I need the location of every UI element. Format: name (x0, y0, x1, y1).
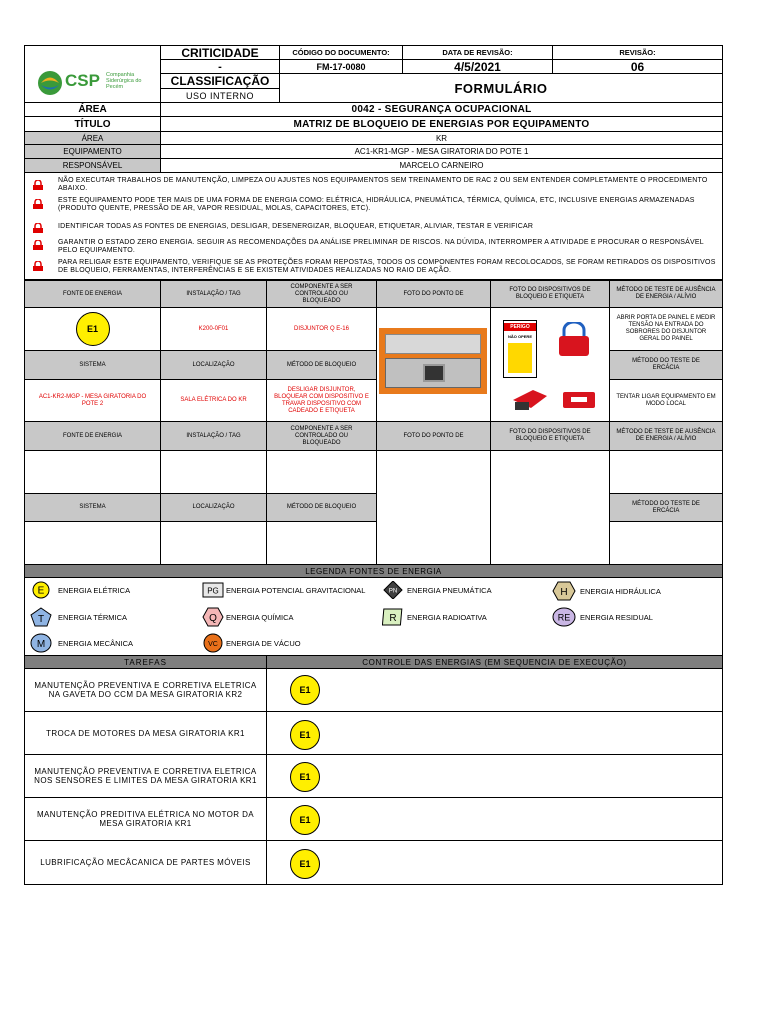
padlock-icon (32, 180, 44, 190)
tag-value: K200-0F01 (160, 307, 267, 351)
warning-text-5: PARA RELIGAR ESTE EQUIPAMENTO, VERIFIQUE SE AS PROTEÇÕES FORAM REPOSTAS, TODOS OS COMPONENTES FORAM RECOLOCADOS, SE FORAM RETIRADOS OS DISPOSITIVOS DE BLOQUEIO, FERRAMENTAS, INTERFERÊNCIAS E SE EXISTEM ATIVIDADES REALIZADAS NO RAIO DE AÇÃO. (58, 259, 716, 274)
legend-label: ENERGIA PNEUMÁTICA (407, 585, 492, 595)
empty-photo-cell (490, 450, 610, 565)
area2-label: ÁREA (24, 131, 161, 145)
hydraulic-energy-icon (552, 581, 576, 601)
control-row-4 (266, 797, 723, 841)
metodo-ausencia-value: ABRIR PORTA DE PAINEL E MEDIR TENSÃO NA ENTRADA DO SOBRORES DO DISJUNTOR GERAL DO PAINEL (609, 307, 723, 351)
logo-subtext: Companhia Siderúrgica do Pecém (106, 72, 142, 90)
criticidade-value: - (160, 59, 280, 74)
legend-label: ENERGIA QUÍMICA (226, 612, 294, 622)
area2-value: KR (160, 131, 723, 145)
task-row-3: MANUTENÇÃO PREVENTIVA E CORRETIVA ELETRICA NOS SENSORES E LIMITES DA MESA GIRATORIA KR1 (24, 754, 267, 798)
padlock-icon (32, 199, 44, 209)
titulo-label: TÍTULO (24, 116, 161, 132)
legend-termica (30, 607, 127, 627)
svg-text:T: T (37, 614, 45, 625)
empty-cell (24, 450, 161, 494)
revisao-label: REVISÃO: (552, 45, 723, 60)
col-metodo-teste: MÉTODO DO TESTE DE ERCÁCIA (609, 350, 723, 380)
empty-cell (160, 450, 267, 494)
codigo-label: CÓDIGO DO DOCUMENTO: (279, 45, 403, 60)
col-localizacao-2: LOCALIZAÇÃO (160, 493, 267, 522)
empty-photo-cell (376, 450, 491, 565)
chemical-energy-icon (202, 607, 224, 627)
svg-text:H: H (560, 587, 568, 598)
task-row-1: MANUTENÇÃO PREVENTIVA E CORRETIVA ELETRICA NA GAVETA DO CCM DA MESA GIRATORIA KR2 (24, 668, 267, 712)
control-row-3 (266, 754, 723, 798)
control-row-5 (266, 840, 723, 885)
gravitational-energy-icon (202, 581, 224, 599)
data-revisao-value: 4/5/2021 (402, 59, 553, 74)
pneumatic-energy-icon (382, 581, 404, 599)
empty-cell (266, 521, 377, 565)
col-localizacao: LOCALIZAÇÃO (160, 350, 267, 380)
legend-label: ENERGIA POTENCIAL GRAVITACIONAL (226, 585, 366, 595)
legend-residual (552, 607, 653, 627)
criticidade-label: CRITICIDADE (160, 45, 280, 60)
tarefas-header: TAREFAS (24, 655, 267, 669)
col-componente-2: COMPONENTE A SER CONTROLADO OU BLOQUEADO (266, 421, 377, 451)
col-metodo-teste-2: MÉTODO DO TESTE DE ERCÁCIA (609, 493, 723, 522)
col-foto-dispositivo-2: FOTO DO DISPOSITIVOS DE BLOQUEIO E ETIQUETA (490, 421, 610, 451)
sistema-value: AC1-KR2-MGP - MESA GIRATORIA DO POTE 2 (24, 379, 161, 422)
titulo-value: MATRIZ DE BLOQUEIO DE ENERGIAS POR EQUIPAMENTO (160, 116, 723, 132)
energy-e1-icon: E1 (76, 312, 110, 346)
legend-radioativa (382, 607, 487, 627)
responsavel-label: RESPONSÁVEL (24, 158, 161, 173)
col-componente: COMPONENTE A SER CONTROLADO OU BLOQUEADO (266, 280, 377, 308)
task-row-2: TROCA DE MOTORES DA MESA GIRATORIA KR1 (24, 711, 267, 755)
panel-photo (379, 328, 487, 394)
col-sistema: SISTEMA (24, 350, 161, 380)
col-instalacao-tag: INSTALAÇÃO / TAG (160, 280, 267, 308)
controle-header: CONTROLE DAS ENERGIAS (EM SEQUENCIA DE EXECUÇÃO) (266, 655, 723, 669)
col-sistema-2: SISTEMA (24, 493, 161, 522)
empty-cell (609, 521, 723, 565)
col-foto-ponto: FOTO DO PONTO DE (376, 280, 491, 308)
padlock-photo-icon (551, 322, 597, 358)
legend-vacuo (202, 633, 301, 653)
energy-e1-icon: E1 (290, 805, 320, 835)
col-fonte-energia: FONTE DE ENERGIA (24, 280, 161, 308)
energy-e1-icon: E1 (290, 762, 320, 792)
col-metodo-teste-ausencia-2: MÉTODO DE TESTE DE AUSÊNCIA DE ENERGIA / ALÍVIO (609, 421, 723, 451)
warning-text-3: IDENTIFICAR TODAS AS FONTES DE ENERGIAS, DESLIGAR, DESENERGIZAR, BLOQUEAR, ETIQUETAR, ALIVIAR, TESTAR E VERIFICAR (58, 223, 534, 230)
empty-cell (266, 450, 377, 494)
legend-label: ENERGIA RADIOATIVA (407, 612, 487, 622)
data-revisao-label: DATA DE REVISÃO: (402, 45, 553, 60)
componente-value: DISJUNTOR Q E-16 (266, 307, 377, 351)
warning-text-1: NÃO EXECUTAR TRABALHOS DE MANUTENÇÃO, LIMPEZA OU AJUSTES NOS EQUIPAMENTOS SEM TREINAMENTO DE RAC 2 OU SEM ENTENDER COMPLETAMENTE O PROCEDIMENTO ABAIXO. (58, 177, 708, 192)
col-instalacao-tag-2: INSTALAÇÃO / TAG (160, 421, 267, 451)
area-value: 0042 - SEGURANÇA OCUPACIONAL (160, 102, 723, 117)
legend-label: ENERGIA TÉRMICA (58, 612, 128, 622)
padlock-icon (32, 223, 44, 233)
logo-text: CSP (65, 71, 100, 90)
legend-label: ENERGIA MECÂNICA (58, 638, 134, 648)
col-foto-ponto-2: FOTO DO PONTO DE (376, 421, 491, 451)
empty-cell (24, 521, 161, 565)
metodo-teste-value: TENTAR LIGAR EQUIPAMENTO EM MODO LOCAL (609, 379, 723, 422)
svg-text:E: E (37, 585, 45, 597)
col-metodo-teste-ausencia: MÉTODO DE TESTE DE AUSÊNCIA DE ENERGIA / ALÍVIO (609, 280, 723, 308)
danger-tag-label: PERIGO (504, 323, 536, 331)
legend-potencial (202, 581, 365, 599)
foto-dispositivo-cell (490, 307, 610, 422)
legend-mecanica (30, 633, 133, 653)
col-foto-dispositivo: FOTO DO DISPOSITIVOS DE BLOQUEIO E ETIQUETA (490, 280, 610, 308)
padlock-icon (32, 240, 44, 250)
danger-tag-sub: NÃO OPERE (507, 333, 532, 339)
control-row-1 (266, 668, 723, 712)
task-row-5: LUBRIFICAÇÃO MECÂCANICA DE PARTES MÓVEIS (24, 840, 267, 885)
classificacao-label: CLASSIFICAÇÃO (160, 73, 280, 89)
legend-quimica (202, 607, 294, 627)
csp-logo-icon (37, 70, 63, 96)
svg-text:VC: VC (208, 641, 218, 648)
empty-cell (160, 521, 267, 565)
classificacao-value: USO INTERNO (160, 88, 280, 103)
legend-label: ENERGIA DE VÁCUO (226, 638, 301, 648)
equipamento-label: EQUIPAMENTO (24, 144, 161, 159)
svg-text:R: R (389, 613, 397, 624)
col-metodo-bloqueio-2: MÉTODO DE BLOQUEIO (266, 493, 377, 522)
col-fonte-energia-2: FONTE DE ENERGIA (24, 421, 161, 451)
fonte-cell (24, 307, 161, 351)
legend-pneumatica (382, 581, 492, 599)
empty-cell (609, 450, 723, 494)
svg-text:PN: PN (388, 588, 398, 595)
area-label: ÁREA (24, 102, 161, 117)
svg-text:RE: RE (557, 612, 571, 623)
responsavel-value: MARCELO CARNEIRO (160, 158, 723, 173)
energy-e1-icon: E1 (290, 849, 320, 879)
equipamento-value: AC1-KR1-MGP - MESA GIRATORIA DO POTE 1 (160, 144, 723, 159)
energy-e1-icon: E1 (290, 720, 320, 750)
svg-text:Q: Q (209, 613, 217, 624)
svg-text:M: M (36, 639, 46, 650)
codigo-value: FM-17-0080 (279, 59, 403, 74)
foto-ponto-cell (376, 307, 491, 422)
residual-energy-icon (552, 607, 576, 627)
danger-tag-image (503, 320, 537, 378)
radioactive-energy-icon (382, 607, 404, 627)
legend-title: LEGENDA FONTES DE ENERGIA (24, 564, 723, 578)
legend-eletrica (30, 581, 130, 599)
revisao-value: 06 (552, 59, 723, 74)
legend-label: ENERGIA ELÉTRICA (58, 585, 131, 595)
localizacao-value: SALA ELÉTRICA DO KR (160, 379, 267, 422)
legend-label: ENERGIA HIDRÁULICA (580, 586, 661, 596)
metodo-bloqueio-value: DESLIGAR DISJUNTOR, BLOQUEAR COM DISPOSITIVO E TRAVAR DISPOSITIVO COM CADEADO E ETIQUETA (266, 379, 377, 422)
thermal-energy-icon (30, 607, 52, 627)
warning-text-4: GARANTIR O ESTADO ZERO ENERGIA. SEGUIR AS RECOMENDAÇÕES DA ANÁLISE PRELIMINAR DE RISCOS. NA DÚVIDA, INTERROMPER A ATIVIDADE E PROCURAR O RESPONSÁVEL PELO EQUIPAMENTO. (58, 239, 704, 254)
electric-energy-icon (30, 581, 52, 599)
warning-text-2: ESTE EQUIPAMENTO PODE TER MAIS DE UMA FORMA DE ENERGIA COMO: ELÉTRICA, HIDRÁULICA, PNEUMÁTICA, TÉRMICA, QUÍMICA, ETC, INCLUSIVE ENERGIAS ARMAZENADAS (PRODUTO QUENTE, PRESSÃO DE AR, VAPOR RESIDUAL, MOLAS, CAPACITORES, ETC). (58, 197, 695, 212)
col-metodo-bloqueio: MÉTODO DE BLOQUEIO (266, 350, 377, 380)
legend-hidraulica (552, 581, 661, 601)
control-row-2 (266, 711, 723, 755)
task-row-4: MANUTENÇÃO PREDITIVA ELÉTRICA NO MOTOR DA MESA GIRATORIA KR1 (24, 797, 267, 841)
formulario-title: FORMULÁRIO (279, 73, 723, 103)
padlock-icon (32, 261, 44, 271)
vacuum-energy-icon (202, 633, 224, 653)
mechanical-energy-icon (30, 633, 52, 653)
breaker-lockout-icon (509, 386, 551, 414)
svg-text:PG: PG (207, 586, 219, 596)
energy-e1-icon: E1 (290, 675, 320, 705)
legend-label: ENERGIA RESIDUAL (580, 612, 653, 622)
lockout-device-icon (561, 388, 597, 412)
